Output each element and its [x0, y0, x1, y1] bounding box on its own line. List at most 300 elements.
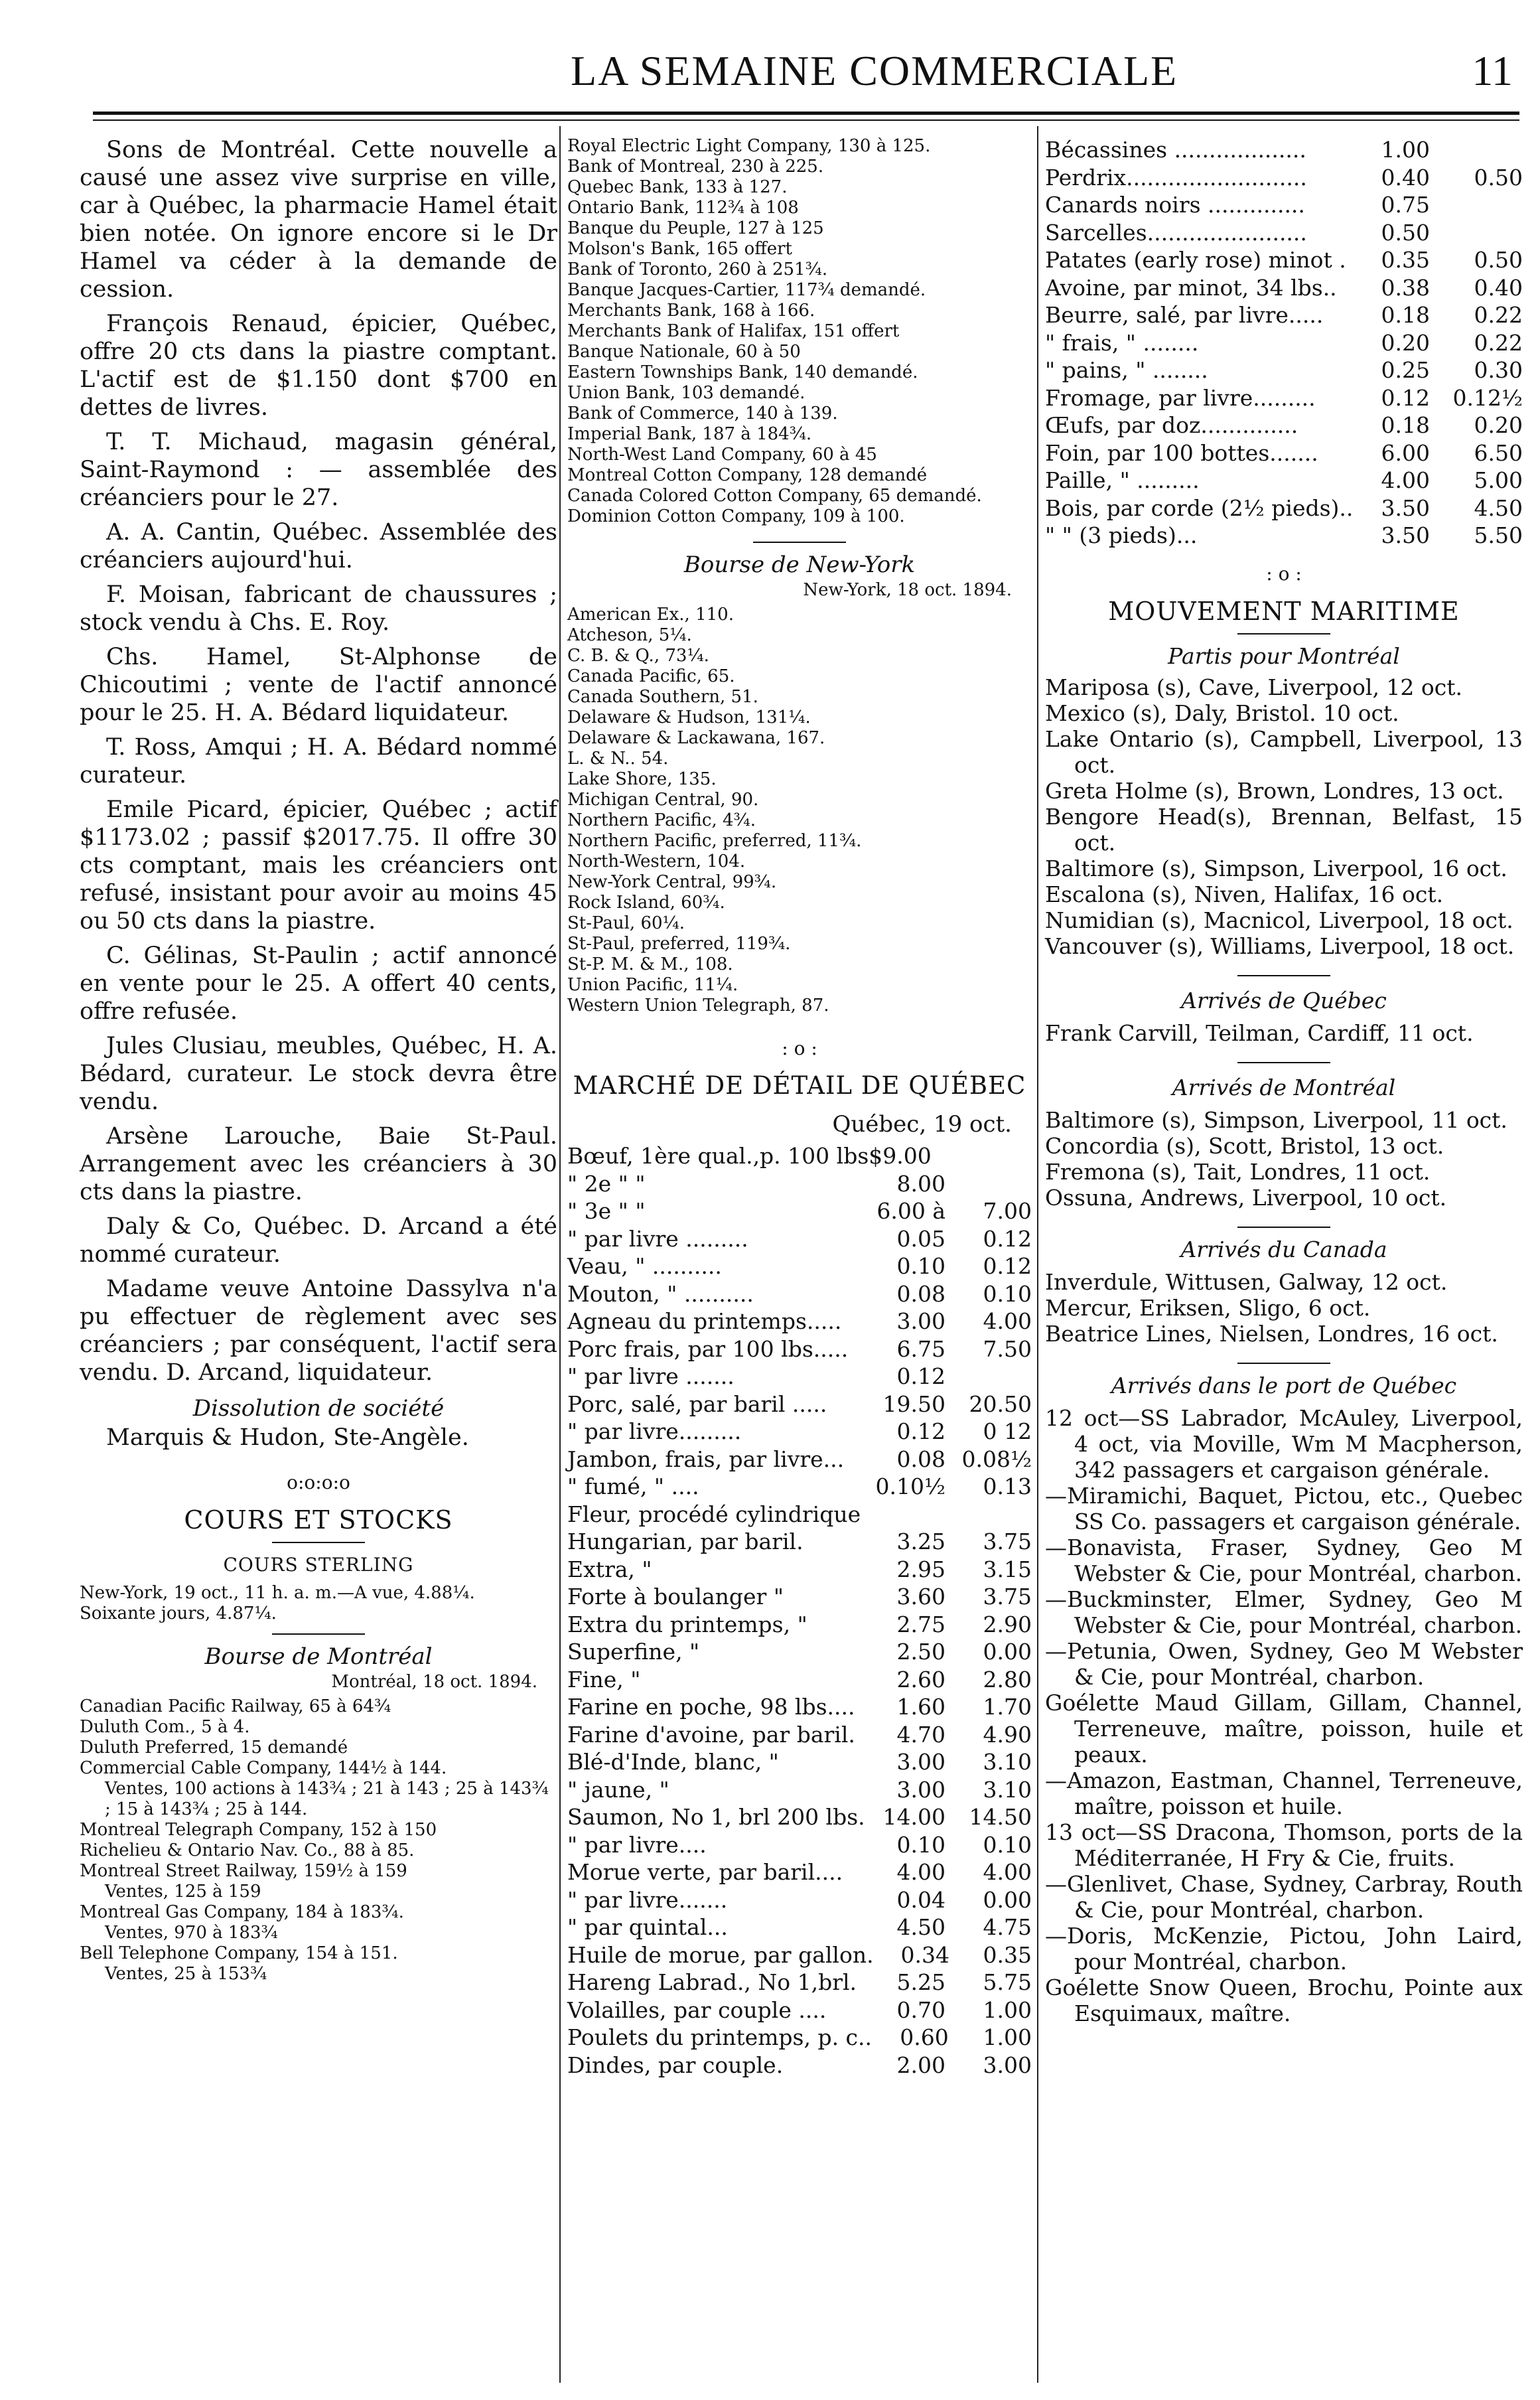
- price-low: 0.40: [1381, 164, 1430, 190]
- ny-stock-line: St-Paul, preferred, 119¾.: [567, 934, 791, 954]
- price-high: 0.12½: [1452, 384, 1523, 411]
- price-label: Dindes, par couple.: [567, 2052, 784, 2078]
- price-row: [567, 1418, 1032, 1446]
- price-low: 0.75: [1381, 192, 1430, 218]
- paragraph: T. Ross, Amqui ; H. A. Bédard nommé curateur.: [80, 734, 557, 788]
- price-label: Forte à boulanger ": [567, 1584, 784, 1610]
- price-high: 0.50: [1474, 164, 1523, 190]
- price-label: Bois, par corde (2½ pieds)..: [1045, 494, 1354, 521]
- price-high: 3.75: [983, 1529, 1032, 1554]
- bank-line: Royal Electric Light Company, 130 à 125.: [567, 136, 931, 156]
- price-row: [567, 1252, 1032, 1280]
- price-table-cont: [1045, 136, 1523, 550]
- ship-line: Baltimore (s), Simpson, Liverpool, 16 oct.: [1045, 855, 1507, 881]
- price-row: [1045, 494, 1523, 522]
- price-label: Fromage, par livre.........: [1045, 384, 1316, 411]
- bourse-montreal-date: Montréal, 18 oct. 1894.: [331, 1672, 537, 1692]
- bank-line: Bank of Montreal, 230 à 225.: [567, 157, 824, 177]
- price-low: 6.00: [1381, 439, 1430, 466]
- price-row: [567, 1390, 1032, 1418]
- price-high: [979, 1142, 1032, 1170]
- price-high: 0.00: [983, 1639, 1032, 1665]
- ship-line: Mariposa (s), Cave, Liverpool, 12 oct.: [1045, 674, 1463, 700]
- price-label: " par livre.......: [567, 1886, 728, 1913]
- price-low: 0.20: [1381, 329, 1430, 356]
- price-low: 19.50: [882, 1390, 945, 1417]
- sterling-line: New-York, 19 oct., 11 h. a. m.—A vue, 4.88¼.: [80, 1583, 475, 1603]
- marche-title: MARCHÉ DE DÉTAIL DE QUÉBEC: [573, 1071, 1026, 1100]
- price-label: " frais, " ........: [1045, 329, 1199, 356]
- bank-line: Dominion Cotton Company, 109 à 100.: [567, 506, 905, 526]
- ship-line: —Buckminster, Elmer, Sydney, Geo M Webster & Cie, pour Montréal, charbon.: [1045, 1586, 1523, 1638]
- price-table: [567, 1142, 1032, 2079]
- bank-line: Eastern Townships Bank, 140 demandé.: [567, 362, 918, 382]
- price-high: 0.00: [983, 1886, 1032, 1913]
- price-high: 5.75: [983, 1969, 1032, 1995]
- price-high: 5.00: [1474, 467, 1523, 493]
- price-low: 0.25: [1381, 357, 1430, 383]
- divider: [1237, 633, 1330, 635]
- ship-line: —Petunia, Owen, Sydney, Geo M Webster & Cie, pour Montréal, charbon.: [1045, 1637, 1523, 1690]
- ship-line: Ossuna, Andrews, Liverpool, 10 oct.: [1045, 1184, 1447, 1211]
- divider: [1237, 1363, 1330, 1364]
- price-label: Paille, " .........: [1045, 467, 1200, 493]
- ship-line: Goélette Maud Gillam, Gillam, Channel, Terreneuve, maître, poisson, huile et peaux.: [1045, 1689, 1523, 1767]
- price-row: [567, 1335, 1032, 1363]
- price-row: [567, 1666, 1032, 1694]
- header-rule-thick: [93, 112, 1519, 115]
- price-label: " 3e " ": [567, 1198, 646, 1224]
- price-high: 0.40: [1474, 274, 1523, 301]
- price-high: 4.00: [983, 1308, 1032, 1334]
- ship-line: Mercur, Eriksen, Sligo, 6 oct.: [1045, 1294, 1371, 1321]
- paragraph: C. Gélinas, St-Paulin ; actif annoncé en vente pour le 25. A offert 40 cents, offre refusée.: [80, 942, 557, 1025]
- price-row: [567, 1280, 1032, 1308]
- price-label: Huile de morue, par gallon.: [567, 1941, 874, 1968]
- price-low: 3.00: [896, 1749, 945, 1775]
- price-high: 4.00: [983, 1859, 1032, 1885]
- ship-line: Escalona (s), Niven, Halifax, 16 oct.: [1045, 881, 1444, 907]
- price-low: [932, 1142, 980, 1170]
- price-row: [1045, 191, 1523, 219]
- price-high: 0.12: [983, 1225, 1032, 1252]
- price-high: 7.50: [983, 1335, 1032, 1362]
- price-label: Farine d'avoine, par baril.: [567, 1721, 855, 1748]
- ship-line: Vancouver (s), Williams, Liverpool, 18 oct.: [1045, 933, 1515, 959]
- stock-line: Duluth Preferred, 15 demandé: [80, 1738, 348, 1758]
- column-rule-1: [559, 126, 561, 2383]
- column-2: [567, 136, 1032, 2079]
- price-low: 0.38: [1381, 274, 1430, 301]
- price-low: 4.70: [896, 1721, 945, 1748]
- stock-line: Montreal Street Railway, 159½ à 159: [80, 1861, 407, 1881]
- price-high: [1430, 219, 1523, 247]
- ny-stock-line: Delaware & Hudson, 131¼.: [567, 708, 811, 727]
- ny-stock-line: Canada Southern, 51.: [567, 687, 758, 707]
- separator: : o :: [782, 1037, 817, 1059]
- partis-title: Partis pour Montréal: [1168, 642, 1400, 669]
- bourse-ny-date: New-York, 18 oct. 1894.: [803, 580, 1012, 600]
- price-row: [1045, 301, 1523, 329]
- ny-stock-line: St-Paul, 60¼.: [567, 913, 685, 933]
- page-header: [80, 46, 1513, 106]
- price-high: 14.50: [969, 1804, 1032, 1830]
- price-row: [567, 1831, 1032, 1859]
- ny-stock-line: Rock Island, 60¾.: [567, 893, 725, 913]
- price-low: 0.50: [1381, 219, 1430, 246]
- price-row: [1045, 164, 1523, 192]
- price-label: Saumon, No 1, brl 200 lbs.: [567, 1804, 865, 1830]
- price-high: [1430, 191, 1523, 219]
- ny-stock-line: Northern Pacific, 4¾.: [567, 810, 756, 830]
- price-low: 4.50: [896, 1914, 945, 1940]
- price-row: [567, 2052, 1032, 2079]
- ship-line: Beatrice Lines, Nielsen, Londres, 16 oct.: [1045, 1320, 1498, 1347]
- ship-line: —Glenlivet, Chase, Sydney, Carbray, Routh & Cie, pour Montréal, charbon.: [1045, 1870, 1523, 1923]
- price-low: 0.08: [896, 1280, 945, 1307]
- price-high: 4.75: [983, 1914, 1032, 1940]
- price-high: 2.90: [983, 1611, 1032, 1637]
- ship-line: Frank Carvill, Teilman, Cardiff, 11 oct.: [1045, 1019, 1474, 1046]
- price-row: [567, 1638, 1032, 1666]
- mouvement-title: MOUVEMENT MARITIME: [1108, 596, 1460, 626]
- bank-line: Merchants Bank, 168 à 166.: [567, 301, 815, 321]
- ship-line: Baltimore (s), Simpson, Liverpool, 11 oct.: [1045, 1106, 1507, 1133]
- price-label: " par livre .......: [567, 1363, 735, 1389]
- ny-stock-line: Union Pacific, 11¼.: [567, 975, 738, 995]
- bank-lines: [567, 136, 1032, 527]
- price-row: [1045, 329, 1523, 357]
- arr-quebec-title: Arrivés de Québec: [1181, 987, 1387, 1013]
- price-high: [945, 1170, 1032, 1198]
- paragraph: A. A. Cantin, Québec. Assemblée des créanciers aujourd'hui.: [80, 519, 557, 573]
- price-high: 0.10: [983, 1831, 1032, 1858]
- price-high: 0.35: [983, 1941, 1032, 1968]
- price-label: Bœuf, 1ère qual.,p. 100 lbs$9.00: [567, 1143, 932, 1169]
- price-label: Fleur, procédé cylindrique: [567, 1501, 861, 1527]
- price-high: 0.22: [1474, 329, 1523, 356]
- price-low: 4.00: [1381, 467, 1430, 493]
- price-low: 3.50: [1381, 522, 1430, 548]
- price-low: 1.60: [896, 1694, 945, 1720]
- ship-line: Bengore Head(s), Brennan, Belfast, 15 oct.: [1045, 803, 1523, 856]
- price-label: Bécassines ...................: [1045, 137, 1306, 163]
- price-low: 2.95: [896, 1556, 945, 1582]
- price-label: Foin, par 100 bottes.......: [1045, 439, 1318, 466]
- price-low: 5.25: [896, 1969, 945, 1995]
- price-row: [567, 1721, 1032, 1749]
- price-row: [567, 1501, 1032, 1529]
- price-low: [866, 1501, 945, 1529]
- price-label: Canards noirs ..............: [1045, 192, 1305, 218]
- price-high: 0.50: [1474, 247, 1523, 273]
- price-label: Poulets du printemps, p. c..: [567, 2024, 873, 2050]
- arr-port-title: Arrivés dans le port de Québec: [1111, 1372, 1457, 1398]
- ny-stock-line: New-York Central, 99¾.: [567, 872, 777, 892]
- bank-line: Banque du Peuple, 127 à 125: [567, 218, 824, 238]
- price-label: Morue verte, par baril....: [567, 1859, 843, 1885]
- price-label: Perdrix..........................: [1045, 164, 1307, 190]
- price-row: [567, 1996, 1032, 2024]
- price-row: [567, 1170, 1032, 1198]
- stock-line: Canadian Pacific Railway, 65 à 64¾: [80, 1696, 391, 1716]
- price-label: " fumé, " ....: [567, 1473, 699, 1499]
- divider: [753, 542, 846, 543]
- stock-line: Richelieu & Ontario Nav. Co., 88 à 85.: [80, 1840, 415, 1860]
- ny-stock-line: Atcheson, 5¼.: [567, 625, 692, 645]
- column-rule-2: [1037, 126, 1038, 2383]
- bourse-montreal-title: Bourse de Montréal: [204, 1643, 433, 1670]
- price-label: Hareng Labrad., No 1,brl.: [567, 1969, 857, 1995]
- price-row: [1045, 136, 1523, 164]
- stock-line: Ventes, 25 à 153¾: [105, 1964, 267, 1984]
- ship-line: Fremona (s), Tait, Londres, 11 oct.: [1045, 1158, 1431, 1185]
- page-number: 11: [1472, 47, 1513, 94]
- price-high: [945, 1501, 1032, 1529]
- paragraph: Daly & Co, Québec. D. Arcand a été nommé curateur.: [80, 1213, 557, 1268]
- price-high: 5.50: [1474, 522, 1523, 548]
- price-high: 4.90: [983, 1721, 1032, 1748]
- price-row: [1045, 412, 1523, 439]
- price-high: 1.00: [983, 2024, 1032, 2050]
- bank-line: Union Bank, 103 demandé.: [567, 383, 805, 403]
- stock-line: Ventes, 100 actions à 143¾ ; 21 à 143 ; 25 à 143¾ ; 15 à 143¾ ; 25 à 144.: [105, 1779, 549, 1819]
- stock-line: Ventes, 970 à 183¾: [105, 1923, 278, 1943]
- price-label: Farine en poche, 98 lbs....: [567, 1694, 855, 1720]
- price-high: 0.20: [1474, 412, 1523, 438]
- price-row: [1045, 274, 1523, 302]
- price-row: [567, 1528, 1032, 1556]
- price-label: Jambon, frais, par livre...: [567, 1446, 845, 1472]
- price-low: 0.18: [1381, 412, 1430, 438]
- bourse-ny-title: Bourse de New-York: [683, 552, 916, 578]
- bank-line: Banque Jacques-Cartier, 117¾ demandé.: [567, 280, 926, 300]
- separator: : o :: [1266, 562, 1302, 585]
- partis-lines: [1045, 674, 1523, 959]
- price-low: 0.12: [896, 1418, 945, 1444]
- price-low: 0.60: [900, 2024, 949, 2050]
- sterling-line: Soixante jours, 4.87¼.: [80, 1604, 277, 1623]
- price-low: 0.10: [896, 1253, 945, 1279]
- faillites-paragraphs: [80, 136, 557, 1387]
- price-high: 0.12: [983, 1253, 1032, 1279]
- price-high: 3.00: [983, 2052, 1032, 2078]
- price-high: 7.00: [983, 1198, 1032, 1224]
- stock-line: Ventes, 125 à 159: [105, 1882, 261, 1902]
- paragraph: Sons de Montréal. Cette nouvelle a causé une assez vive surprise en ville, car à Québec, la pharmacie Hamel était bien notée. On ignore encore si le Dr Hamel va céder à la demande de cession.: [80, 137, 557, 303]
- ny-stock-line: Western Union Telegraph, 87.: [567, 996, 829, 1015]
- price-low: 2.00: [896, 2052, 945, 2078]
- marche-date: Québec, 19 oct.: [832, 1111, 1012, 1138]
- price-low: 0.12: [1381, 384, 1430, 411]
- paragraph: Madame veuve Antoine Dassylva n'a pu effectuer de règlement avec ses créanciers ; par conséquent, l'actif sera vendu. D. Arcand, liquidateur.: [80, 1276, 557, 1386]
- price-low: 6.00 à: [876, 1198, 945, 1224]
- bank-line: Banque Nationale, 60 à 50: [567, 342, 801, 362]
- price-high: 6.50: [1474, 439, 1523, 466]
- price-label: Patates (early rose) minot .: [1045, 247, 1346, 273]
- ny-stock-line: C. B. & Q., 73¼.: [567, 646, 709, 666]
- price-label: " par quintal...: [567, 1914, 728, 1940]
- price-label: Extra du printemps, ": [567, 1611, 807, 1637]
- price-label: Volailles, par couple ....: [567, 1996, 827, 2023]
- header-rule-thin: [93, 119, 1519, 121]
- price-row: [567, 1776, 1032, 1804]
- stock-line: Bell Telephone Company, 154 à 151.: [80, 1943, 398, 1963]
- stock-line: Montreal Gas Company, 184 à 183¾.: [80, 1902, 404, 1922]
- price-label: Extra, ": [567, 1556, 652, 1582]
- price-row: [567, 1858, 1032, 1886]
- bank-line: Imperial Bank, 187 à 184¾.: [567, 424, 812, 444]
- ny-stock-line: North-Western, 104.: [567, 852, 746, 871]
- paragraph: Chs. Hamel, St-Alphonse de Chicoutimi ; vente de l'actif annoncé pour le 25. H. A. Bédard liquidateur.: [80, 644, 557, 726]
- price-low: 3.60: [896, 1584, 945, 1610]
- price-low: 2.60: [896, 1666, 945, 1692]
- price-low: 6.75: [896, 1335, 945, 1362]
- divider: [1237, 1227, 1330, 1228]
- arr-montreal-title: Arrivés de Montréal: [1172, 1074, 1396, 1100]
- price-row: [1045, 356, 1523, 384]
- price-low: 1.00: [1381, 137, 1430, 163]
- price-label: " par livre.........: [567, 1418, 742, 1444]
- ship-line: —Miramichi, Baquet, Pictou, etc., Quebec SS Co. passagers et cargaison générale.: [1045, 1482, 1523, 1535]
- price-row: [567, 1611, 1032, 1639]
- divider: [272, 1633, 365, 1635]
- ny-stock-line: American Ex., 110.: [567, 605, 734, 625]
- price-high: 3.15: [983, 1556, 1032, 1582]
- ny-stock-line: Lake Shore, 135.: [567, 769, 717, 789]
- stock-line: Montreal Telegraph Company, 152 à 150: [80, 1820, 437, 1840]
- price-row: [567, 1556, 1032, 1584]
- price-high: 3.75: [983, 1584, 1032, 1610]
- ship-line: Concordia (s), Scott, Bristol, 13 oct.: [1045, 1132, 1444, 1159]
- price-high: 1.70: [983, 1694, 1032, 1720]
- price-label: Œufs, par doz..............: [1045, 412, 1298, 438]
- price-row: [567, 1913, 1032, 1941]
- price-label: Superfine, ": [567, 1639, 700, 1665]
- price-low: 3.00: [896, 1776, 945, 1803]
- arr-canada-lines: [1045, 1269, 1523, 1347]
- journal-title: LA SEMAINE COMMERCIALE: [571, 47, 1178, 94]
- ship-line: 13 oct—SS Dracona, Thomson, ports de la Méditerranée, H Fry & Cie, fruits.: [1045, 1819, 1523, 1871]
- column-1: [80, 136, 557, 1985]
- bank-line: Ontario Bank, 112¾ à 108: [567, 198, 799, 218]
- ship-line: Inverdule, Wittusen, Galway, 12 oct.: [1045, 1268, 1448, 1295]
- ship-line: Lake Ontario (s), Campbell, Liverpool, 13 oct.: [1045, 725, 1523, 778]
- paragraph: Arsène Larouche, Baie St-Paul. Arrangement avec les créanciers à 30 cts dans la piastre.: [80, 1123, 557, 1205]
- price-row: [1045, 246, 1523, 274]
- dissolution-text: Marquis & Hudon, Ste-Angèle.: [106, 1424, 469, 1451]
- price-low: 14.00: [882, 1804, 945, 1830]
- price-label: Porc, salé, par baril .....: [567, 1390, 827, 1417]
- price-row: [567, 1969, 1032, 1996]
- price-row: [567, 1473, 1032, 1501]
- ny-stock-line: Canada Pacific, 65.: [567, 666, 735, 686]
- price-row: [1045, 467, 1523, 494]
- price-label: Beurre, salé, par livre.....: [1045, 302, 1324, 328]
- price-low: 0.12: [896, 1363, 945, 1389]
- price-row: [1045, 384, 1523, 412]
- stock-line: Commercial Cable Company, 144½ à 144.: [80, 1758, 447, 1778]
- ny-stock-line: Delaware & Lackawana, 167.: [567, 728, 825, 748]
- price-row: [567, 1308, 1032, 1335]
- arr-quebec-lines: [1045, 1020, 1523, 1046]
- bank-line: Merchants Bank of Halifax, 151 offert: [567, 321, 900, 341]
- bank-line: Molson's Bank, 165 offert: [567, 239, 793, 259]
- price-low: 0.08: [896, 1446, 945, 1472]
- price-low: 0.34: [900, 1941, 950, 1968]
- price-label: " 2e " ": [567, 1170, 646, 1197]
- ny-stock-line: Northern Pacific, preferred, 11¾.: [567, 831, 862, 851]
- price-row: [567, 1446, 1032, 1473]
- bank-line: Bank of Toronto, 260 à 251¾.: [567, 260, 828, 279]
- price-low: 4.00: [896, 1859, 945, 1885]
- price-row: [567, 1803, 1032, 1831]
- price-high: 0.30: [1474, 357, 1523, 383]
- price-high: 2.80: [983, 1666, 1032, 1692]
- price-label: Agneau du printemps.....: [567, 1308, 842, 1334]
- price-label: " par livre....: [567, 1831, 707, 1858]
- price-row: [567, 1748, 1032, 1776]
- arr-canada-title: Arrivés du Canada: [1180, 1236, 1387, 1262]
- price-high: 3.10: [983, 1776, 1032, 1803]
- ship-line: Numidian (s), Macnicol, Liverpool, 18 oct.: [1045, 907, 1513, 933]
- bourse-ny-lines: [567, 605, 1032, 1016]
- divider: [1237, 1062, 1330, 1063]
- cours-stocks-title: COURS ET STOCKS: [184, 1505, 453, 1535]
- price-low: 0.04: [896, 1886, 945, 1913]
- price-label: Fine, ": [567, 1666, 641, 1692]
- price-label: " pains, " ........: [1045, 357, 1208, 383]
- price-row: [567, 1363, 1032, 1390]
- price-label: " jaune, ": [567, 1776, 669, 1803]
- ny-stock-line: Michigan Central, 90.: [567, 790, 759, 810]
- price-label: Sarcelles.......................: [1045, 219, 1307, 246]
- paragraph: T. T. Michaud, magasin général, Saint-Raymond : — assemblée des créanciers pour le 27.: [80, 429, 557, 511]
- price-label: Hungarian, par baril.: [567, 1529, 804, 1554]
- price-label: Veau, " ..........: [567, 1253, 722, 1279]
- price-label: " par livre .........: [567, 1225, 748, 1252]
- price-label: Porc frais, par 100 lbs.....: [567, 1335, 849, 1362]
- price-row: [567, 1142, 1032, 1170]
- price-row: [567, 1886, 1032, 1914]
- ship-line: 12 oct—SS Labrador, McAuley, Liverpool, 4 oct, via Moville, Wm M Macpherson, 342 passagers et cargaison générale.: [1045, 1404, 1523, 1483]
- paragraph: F. Moisan, fabricant de chaussures ; stock vendu à Chs. E. Roy.: [80, 581, 557, 636]
- price-row: [567, 1225, 1032, 1253]
- price-low: 0.10: [896, 1831, 945, 1858]
- price-low: 0.35: [1381, 247, 1430, 273]
- price-low: 3.50: [1381, 494, 1430, 521]
- price-low: 0.10½: [875, 1473, 945, 1499]
- price-row: [567, 1583, 1032, 1611]
- ship-line: Greta Holme (s), Brown, Londres, 13 oct.: [1045, 777, 1504, 804]
- price-low: 3.00: [896, 1308, 945, 1334]
- ship-line: Goélette Snow Queen, Brochu, Pointe aux Esquimaux, maître.: [1045, 1974, 1523, 2026]
- price-high: 0.10: [983, 1280, 1032, 1307]
- price-low: 3.25: [896, 1529, 945, 1554]
- paragraph: Jules Clusiau, meubles, Québec, H. A. Bédard, curateur. Le stock devra être vendu.: [80, 1033, 557, 1115]
- price-high: 0.13: [983, 1473, 1032, 1499]
- bourse-montreal-lines: [80, 1696, 557, 1985]
- price-high: 0.22: [1474, 302, 1523, 328]
- arr-port-lines: [1045, 1405, 1523, 2026]
- price-row: [1045, 522, 1523, 550]
- price-high: [1430, 136, 1523, 164]
- paragraph: Emile Picard, épicier, Québec ; actif $1173.02 ; passif $2017.75. Il offre 30 cts comptant, mais les créanciers ont refusé, insistant pour avoir au moins 45 ou 50 cts dans la piastre.: [80, 796, 557, 935]
- price-label: Blé-d'Inde, blanc, ": [567, 1749, 779, 1775]
- ny-stock-line: St-P. M. & M., 108.: [567, 954, 733, 974]
- ny-stock-line: L. & N.. 54.: [567, 749, 669, 769]
- price-label: Mouton, " ..........: [567, 1280, 754, 1307]
